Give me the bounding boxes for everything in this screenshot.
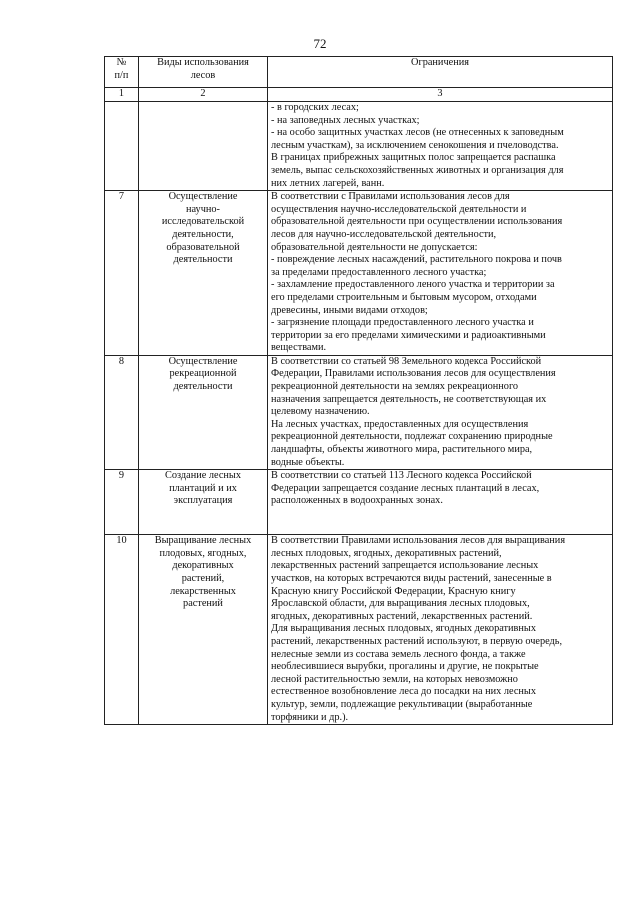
- restriction-text-cell: [268, 535, 613, 725]
- usage-type-line: эксплуатация: [173, 495, 233, 507]
- restriction-line: водные объекты.: [271, 456, 345, 468]
- restriction-line: целевому назначению.: [271, 406, 370, 418]
- table-row: [105, 191, 613, 356]
- restriction-line: В соответствии со статьей 113 Лесного кодекса Российской: [271, 470, 532, 482]
- table-header-row: [105, 57, 613, 88]
- header-num-symbol: №: [116, 57, 127, 68]
- restriction-line: нелесные земли из состава земель лесного фонда, а также: [271, 648, 526, 660]
- column-number-3: 3: [268, 88, 613, 102]
- usage-type-cell: [139, 191, 268, 356]
- table-row: [105, 102, 613, 191]
- restriction-line: лесной растительностью земли, на которых невозможно: [271, 673, 518, 685]
- column-number-row: [105, 88, 613, 102]
- usage-type-cell: [139, 470, 268, 535]
- usage-type-line: деятельности: [173, 254, 233, 266]
- restriction-line: расположенных в водоохранных зонах.: [271, 495, 443, 507]
- restriction-line: древесины, иными видами отходов;: [271, 304, 428, 316]
- restriction-line: необлесившиеся вырубки, прогалины и другие, не покрытые: [271, 661, 539, 673]
- usage-type-line: исследовательской: [161, 216, 245, 228]
- restriction-line: рекреационной деятельности на землях рекреационного: [271, 381, 519, 393]
- restriction-text-cell: [268, 470, 613, 535]
- usage-type-line: растений: [183, 598, 223, 610]
- table-row: [105, 355, 613, 469]
- restriction-line: Ярославской области, для выращивания лесных плодовых,: [271, 598, 530, 610]
- usage-type-line: деятельности: [173, 381, 233, 393]
- row-number-cell: 9: [105, 470, 139, 535]
- table-row: [105, 535, 613, 725]
- header-type-line-2: лесов: [190, 69, 216, 81]
- restriction-line: ягодных, декоративных растений, лекарственных растений.: [271, 610, 533, 622]
- header-type-line-1: Виды использования: [157, 57, 249, 68]
- restriction-line: На лесных участках, предоставленных для осуществления: [271, 418, 529, 430]
- restriction-line: лекарственных растений запрещается использование лесных: [271, 560, 539, 572]
- restriction-line: участков, на которых встречаются виды растений, занесенные в: [271, 573, 552, 584]
- restriction-line: торфяники и др.).: [271, 711, 349, 723]
- usage-type-cell: [139, 102, 268, 191]
- usage-type-cell: [139, 535, 268, 725]
- usage-type-line: плантаций и их: [169, 482, 237, 494]
- restriction-line: образовательной деятельности при осуществлении использования: [271, 216, 563, 228]
- restriction-line: культур, земли, подлежащие рекультивации (выработанные: [271, 698, 533, 710]
- restriction-line: естественное возобновление леса до посадки на них лесных: [271, 686, 536, 698]
- restriction-text-cell: [268, 191, 613, 356]
- header-restrictions-cell: Ограничения: [268, 57, 613, 88]
- restriction-line: рекреационной деятельности, подлежат сохранению природные: [271, 431, 553, 443]
- restriction-line: - на особо защитных участках лесов (не отнесенных к заповедным: [271, 127, 564, 139]
- restriction-line: лесов для научно-исследовательской деятельности,: [271, 228, 497, 240]
- restriction-line: - захламление предоставленного леного участка и территории за: [271, 279, 555, 291]
- restriction-line: В соответствии с Правилами использования лесов для: [271, 191, 510, 203]
- restriction-line: его пределами строительным и бытовым мусором, отходами: [271, 291, 537, 303]
- row-number-cell: 8: [105, 355, 139, 469]
- restriction-line: Федерации, Правилами использования лесов для осуществления: [271, 368, 556, 380]
- restriction-line: В границах прибрежных защитных полос запрещается распашка: [271, 152, 556, 164]
- restriction-line: - на заповедных лесных участках;: [271, 114, 420, 126]
- usage-type-line: научно-: [186, 203, 220, 215]
- restriction-line: Красную книгу Российской Федерации, Красную книгу: [271, 585, 516, 597]
- column-number-1: 1: [105, 88, 139, 102]
- restriction-line: за пределами предоставленного лесного участка;: [271, 266, 487, 278]
- restriction-line: лесных плодовых, ягодных, декоративных растений,: [271, 547, 502, 559]
- restrictions-table: [104, 56, 613, 725]
- row-number-cell: [105, 102, 139, 191]
- usage-type-line: Осуществление: [168, 355, 238, 367]
- row-number-cell: 10: [105, 535, 139, 725]
- usage-type-line: Создание лесных: [165, 470, 241, 482]
- usage-type-line: Осуществление: [168, 191, 238, 203]
- restriction-text-cell: [268, 102, 613, 191]
- restriction-line: осуществления научно-исследовательской деятельности и: [271, 203, 527, 215]
- header-num-cell: [105, 57, 139, 88]
- row-number-cell: 7: [105, 191, 139, 356]
- restriction-line: растений, лекарственных растений используют, в первую очередь,: [271, 635, 563, 647]
- usage-type-line: плодовых, ягодных,: [159, 547, 247, 559]
- usage-type-line: деятельности,: [172, 228, 234, 240]
- usage-type-line: Выращивание лесных: [154, 535, 252, 547]
- usage-type-line: образовательной: [166, 241, 240, 253]
- restriction-line: В соответствии со статьей 98 Земельного кодекса Российской: [271, 355, 542, 367]
- usage-type-line: лекарственных: [170, 585, 236, 597]
- restriction-line: земель, выпас сельскохозяйственных животных и организация для: [271, 164, 564, 176]
- usage-type-line: декоративных: [172, 560, 234, 572]
- table-row: [105, 470, 613, 535]
- usage-type-line: растений,: [181, 573, 225, 584]
- restriction-line: Федерации запрещается создание лесных плантаций в лесах,: [271, 482, 540, 494]
- usage-type-cell: [139, 355, 268, 469]
- restriction-line: них летних лагерей, ванн.: [271, 177, 385, 189]
- restriction-line: лесным участкам), за исключением сенокошения и пчеловодства.: [271, 139, 559, 151]
- restriction-line: образовательной деятельности не допускается:: [271, 241, 478, 253]
- restriction-text-cell: [268, 355, 613, 469]
- restriction-line: - повреждение лесных насаждений, растительного покрова и почв: [271, 254, 562, 266]
- restriction-line: ландшафты, объекты животного мира, растительного мира,: [271, 444, 533, 456]
- restriction-line: - загрязнение площади предоставленного лесного участка и: [271, 317, 534, 329]
- page-number: 72: [313, 36, 327, 51]
- restriction-line: веществами.: [271, 342, 327, 354]
- column-number-2: 2: [139, 88, 268, 102]
- header-type-cell: [139, 57, 268, 88]
- restriction-line: - в городских лесах;: [271, 102, 359, 113]
- usage-type-line: рекреационной: [169, 368, 237, 380]
- restriction-line: В соответствии Правилами использования лесов для выращивания: [271, 535, 566, 547]
- header-num-abbrev: п/п: [114, 69, 129, 81]
- restriction-line: Для выращивания лесных плодовых, ягодных декоративных: [271, 623, 536, 635]
- restriction-line: назначения запрещается деятельность, не соответствующая их: [271, 393, 547, 405]
- restriction-line: территории за его пределами химическими и радиоактивными: [271, 329, 546, 341]
